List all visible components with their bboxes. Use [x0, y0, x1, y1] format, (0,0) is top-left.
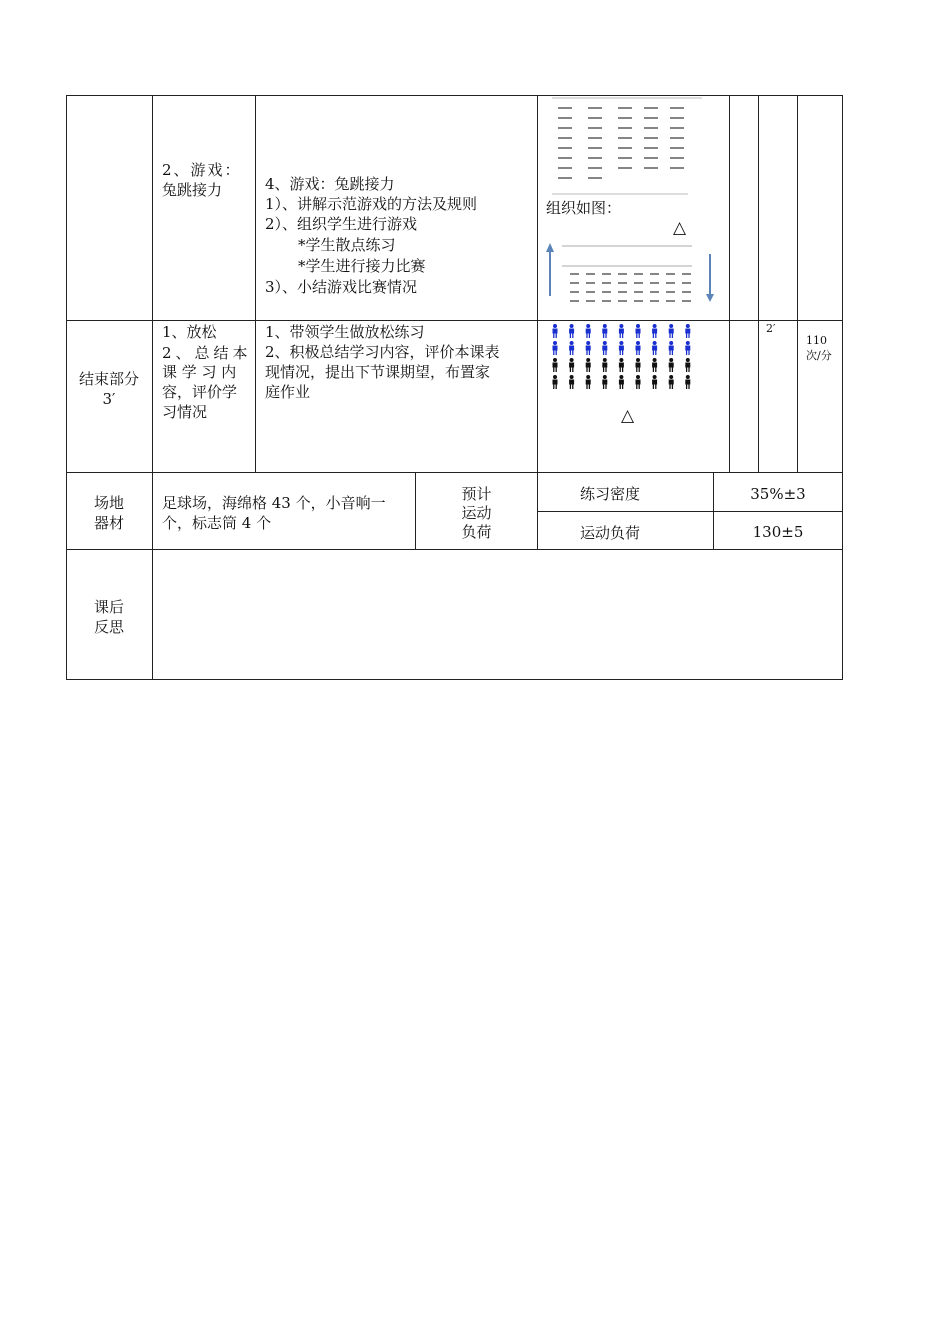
- student-figure: [669, 324, 674, 338]
- student-figure: [619, 324, 624, 338]
- load-label-line-1: 预计: [461, 485, 492, 503]
- student-figure: [652, 375, 657, 389]
- student-figure: [636, 324, 641, 338]
- end-method-line-2: 2、积极总结学习内容，评价本课表: [265, 343, 500, 361]
- student-figure: [619, 358, 624, 372]
- end-content-line-2: 2、总结本: [162, 344, 252, 362]
- student-figure: [602, 324, 607, 338]
- load-name: 运动负荷: [580, 524, 641, 542]
- end-method-line-1: 1、带领学生做放松练习: [265, 323, 425, 341]
- grid-line: [66, 320, 843, 321]
- student-figure: [569, 341, 574, 355]
- student-figure: [685, 358, 690, 372]
- student-figure: [636, 358, 641, 372]
- game-method-step-2: 2）、组织学生进行游戏: [265, 215, 418, 233]
- student-figure: [553, 341, 558, 355]
- venue-label-line-1: 场地: [93, 494, 124, 512]
- student-figure: [636, 375, 641, 389]
- student-figure: [685, 324, 690, 338]
- student-figure: [586, 358, 591, 372]
- end-method-line-4: 庭作业: [265, 383, 311, 401]
- equipment-line-2: 个，标志筒 4 个: [162, 514, 272, 532]
- density-value: 35%±3: [750, 485, 806, 503]
- venue-label-line-2: 器材: [93, 514, 124, 532]
- student-figure: [669, 341, 674, 355]
- grid-line: [152, 95, 153, 680]
- student-figure: [553, 375, 558, 389]
- student-figure: [619, 375, 624, 389]
- end-method-line-3: 现情况，提出下节课期望，布置家: [265, 363, 491, 381]
- student-figure: [586, 324, 591, 338]
- up-arrow: [546, 243, 554, 296]
- load-label-line-3: 负荷: [461, 523, 492, 541]
- end-content-line-3: 课 学 习 内: [162, 363, 237, 381]
- grid-line: [537, 95, 538, 550]
- game-method-title: 4、游戏：兔跳接力: [265, 175, 395, 193]
- dash-formation-top: [540, 96, 728, 201]
- game-method-substep-2: *学生进行接力比赛: [298, 257, 426, 275]
- grid-line: [537, 511, 843, 512]
- game-method-step-1: 1）、讲解示范游戏的方法及规则: [265, 195, 478, 213]
- student-figure: [569, 358, 574, 372]
- equipment-line-1: 足球场，海绵格 43 个，小音响一: [162, 494, 386, 512]
- student-figure: [669, 375, 674, 389]
- organization-label: 组织如图：: [546, 199, 622, 217]
- game-method-substep-1: *学生散点练习: [298, 236, 396, 254]
- load-label-line-2: 运动: [461, 504, 492, 522]
- teacher-symbol: △: [673, 218, 687, 238]
- student-figure: [636, 341, 641, 355]
- student-figure: [553, 358, 558, 372]
- end-section-label: 结束部分: [78, 370, 139, 388]
- density-label: 练习密度: [580, 485, 641, 503]
- student-figure: [602, 375, 607, 389]
- student-figure: [602, 341, 607, 355]
- load-value: 130±5: [752, 523, 804, 541]
- student-figure: [586, 341, 591, 355]
- reflection-label-line-2: 反思: [93, 618, 124, 636]
- game-method-step-3: 3）、小结游戏比赛情况: [265, 278, 418, 296]
- student-figure: [685, 375, 690, 389]
- end-content-line-4: 容，评价学: [162, 383, 238, 401]
- heart-rate-value: 110: [806, 334, 827, 347]
- student-figure: [586, 375, 591, 389]
- game-content-line-1: 2、游戏：: [162, 161, 242, 179]
- grid-line: [758, 95, 759, 473]
- end-content-line-5: 习情况: [162, 403, 208, 421]
- student-figure: [602, 358, 607, 372]
- reflection-content: [160, 560, 830, 670]
- grid-line: [255, 95, 256, 473]
- student-figure: [619, 341, 624, 355]
- student-figure: [553, 324, 558, 338]
- reflection-label-line-1: 课后: [93, 598, 124, 616]
- down-arrow: [706, 254, 714, 302]
- grid-line: [729, 95, 730, 473]
- grid-line: [66, 549, 843, 550]
- student-figure: [569, 375, 574, 389]
- people-formation: [545, 322, 705, 388]
- grid-line: [66, 472, 843, 473]
- grid-line: [842, 95, 843, 680]
- student-figure: [652, 324, 657, 338]
- grid-line: [797, 95, 798, 473]
- end-teacher-symbol: △: [621, 406, 635, 426]
- student-figure: [652, 341, 657, 355]
- student-figure: [685, 341, 690, 355]
- grid-line: [66, 679, 843, 680]
- relay-formation: [540, 240, 728, 315]
- end-time: 2′: [766, 322, 776, 335]
- student-figure: [652, 358, 657, 372]
- heart-rate-unit: 次/分: [806, 349, 832, 362]
- student-figure: [669, 358, 674, 372]
- end-section-duration: 3′: [102, 390, 116, 408]
- student-figure: [569, 324, 574, 338]
- game-content-line-2: 兔跳接力: [162, 181, 223, 199]
- end-content-line-1: 1、放松: [162, 323, 217, 341]
